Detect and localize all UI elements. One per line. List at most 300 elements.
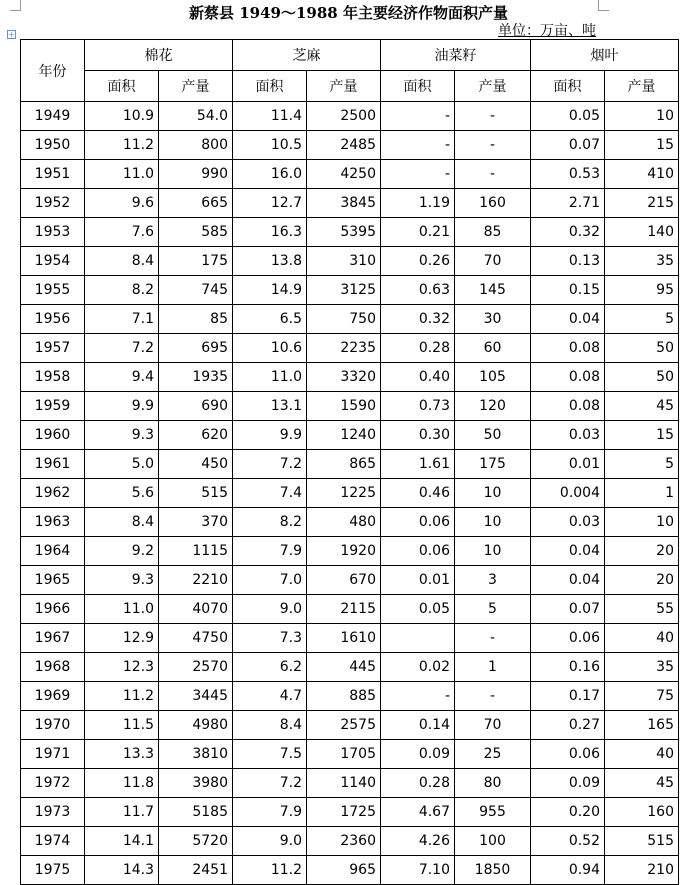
cell-tobacco-output (605, 653, 679, 682)
cell-cotton-output (159, 682, 233, 711)
cell-cotton-output (159, 450, 233, 479)
cell-tobacco-area (531, 769, 605, 798)
cell-value: 175 (479, 456, 506, 472)
cell-value: 15 (656, 427, 674, 443)
cell-value: 1920 (340, 543, 376, 559)
cell-sesame-area (233, 653, 307, 682)
cell-value: 370 (201, 514, 228, 530)
cell-cotton-area (85, 218, 159, 247)
cell-value: 10.9 (122, 108, 154, 124)
cell-value: 0.73 (418, 398, 450, 414)
cell-value: 1974 (34, 833, 71, 849)
cell-cotton-area (85, 334, 159, 363)
group-header-sesame: 芝麻 (233, 40, 381, 71)
sub-header-output: 产量 (159, 71, 233, 102)
cell-value: 7.9 (279, 543, 302, 559)
cell-value: 1850 (474, 862, 511, 878)
cell-value: 1951 (34, 166, 71, 182)
cell-rapeseed-area (381, 595, 455, 624)
cell-value: 750 (349, 311, 376, 327)
cell-value: 0.21 (418, 224, 450, 240)
cell-tobacco-area (531, 102, 605, 131)
cell-cotton-output (159, 334, 233, 363)
cell-sesame-area (233, 276, 307, 305)
cell-tobacco-output (605, 595, 679, 624)
cell-cotton-output (159, 102, 233, 131)
cell-rapeseed-output (455, 682, 531, 711)
cell-value: 35 (656, 253, 674, 269)
cell-rapeseed-area (381, 479, 455, 508)
cell-value: 12.7 (270, 195, 302, 211)
cell-tobacco-area (531, 160, 605, 189)
cell-value: 885 (349, 688, 376, 704)
cell-value: 695 (201, 340, 228, 356)
cell-value: 10 (483, 485, 502, 501)
cell-rapeseed-area (381, 508, 455, 537)
cell-rapeseed-output (455, 421, 531, 450)
cell-rapeseed-area (381, 450, 455, 479)
cell-sesame-output (307, 595, 381, 624)
cell-value: 2360 (340, 833, 376, 849)
cell-rapeseed-output (455, 363, 531, 392)
cell-value: 0.28 (418, 340, 450, 356)
sub-header-area: 面积 (531, 71, 605, 102)
cell-value: 0.63 (418, 282, 450, 298)
cell-tobacco-area (531, 856, 605, 885)
cell-sesame-area (233, 189, 307, 218)
cell-value: 95 (656, 282, 674, 298)
cell-tobacco-area (531, 363, 605, 392)
cell-value: 11.5 (122, 717, 154, 733)
table-row (21, 624, 679, 653)
cell-sesame-output (307, 682, 381, 711)
cell-sesame-output (307, 131, 381, 160)
cell-year (21, 160, 85, 189)
cell-value: 10 (483, 543, 502, 559)
cell-value: 54.0 (196, 108, 228, 124)
cell-value: 3810 (192, 746, 228, 762)
cell-value: 865 (349, 456, 376, 472)
cell-sesame-area (233, 218, 307, 247)
table-row (21, 827, 679, 856)
cell-value: 16.3 (270, 224, 302, 240)
cell-value: 50 (483, 427, 502, 443)
table-row (21, 305, 679, 334)
cell-sesame-output (307, 363, 381, 392)
cell-rapeseed-output (455, 276, 531, 305)
cell-cotton-output (159, 769, 233, 798)
cell-value: 1957 (34, 340, 71, 356)
cell-year (21, 131, 85, 160)
cell-rapeseed-output (455, 392, 531, 421)
cell-sesame-area (233, 798, 307, 827)
sub-header-output: 产量 (455, 71, 531, 102)
cell-rapeseed-area (381, 305, 455, 334)
cell-value: 20 (656, 543, 674, 559)
cell-tobacco-output (605, 131, 679, 160)
cell-cotton-area (85, 247, 159, 276)
cell-rapeseed-area (381, 769, 455, 798)
sub-header-output: 产量 (605, 71, 679, 102)
cell-sesame-output (307, 276, 381, 305)
group-header-rapeseed: 油菜籽 (381, 40, 531, 71)
cell-sesame-area (233, 595, 307, 624)
cell-value: 50 (656, 369, 674, 385)
cell-year (21, 276, 85, 305)
cell-tobacco-output (605, 537, 679, 566)
cell-value: 745 (201, 282, 228, 298)
cell-value: 1969 (34, 688, 71, 704)
cell-value: 0.01 (418, 572, 450, 588)
cell-cotton-area (85, 856, 159, 885)
cell-cotton-area (85, 624, 159, 653)
cell-cotton-area (85, 479, 159, 508)
cell-value: 1975 (34, 862, 71, 878)
cell-tobacco-area (531, 624, 605, 653)
cell-rapeseed-output (455, 189, 531, 218)
cell-value: 5.0 (131, 456, 154, 472)
cell-value: 0.53 (568, 166, 600, 182)
cell-sesame-output (307, 421, 381, 450)
cell-value: - (489, 688, 496, 704)
cell-value: 45 (656, 775, 674, 791)
group-header-tobacco: 烟叶 (531, 40, 679, 71)
cell-value: 7.5 (279, 746, 302, 762)
cell-year (21, 508, 85, 537)
cell-cotton-area (85, 798, 159, 827)
cell-sesame-output (307, 798, 381, 827)
cell-value: 3320 (340, 369, 376, 385)
cell-year (21, 363, 85, 392)
cell-year (21, 682, 85, 711)
cell-tobacco-output (605, 392, 679, 421)
cell-value: 1966 (34, 601, 71, 617)
cell-value: 5 (665, 311, 674, 327)
cell-rapeseed-area (381, 189, 455, 218)
cell-value: 4750 (192, 630, 228, 646)
cell-value: 0.05 (418, 601, 450, 617)
cell-sesame-output (307, 711, 381, 740)
cell-value: 965 (349, 862, 376, 878)
cell-value: 1.19 (418, 195, 450, 211)
cell-sesame-output (307, 566, 381, 595)
cell-tobacco-output (605, 450, 679, 479)
cell-tobacco-area (531, 537, 605, 566)
table-row (21, 363, 679, 392)
cell-sesame-area (233, 624, 307, 653)
cell-year (21, 798, 85, 827)
cell-value: 60 (483, 340, 502, 356)
document-title: 新蔡县 1949～1988 年主要经济作物面积产量 (189, 4, 508, 22)
cell-value: 1950 (34, 137, 71, 153)
cell-cotton-area (85, 131, 159, 160)
cell-cotton-output (159, 479, 233, 508)
cell-value: 0.06 (568, 746, 600, 762)
cell-value: 0.06 (418, 543, 450, 559)
cell-value: 85 (483, 224, 502, 240)
cell-value: 1963 (34, 514, 71, 530)
cell-value: - (489, 166, 496, 182)
cell-value: 215 (647, 195, 674, 211)
cell-value: 2451 (192, 862, 228, 878)
unit-label: 单位：万亩、吨 (498, 23, 596, 39)
cell-rapeseed-output (455, 160, 531, 189)
cell-value: 4.7 (279, 688, 302, 704)
cell-year (21, 218, 85, 247)
cell-value: 690 (201, 398, 228, 414)
cell-value: 0.15 (568, 282, 600, 298)
cell-tobacco-output (605, 218, 679, 247)
cell-year (21, 595, 85, 624)
table-row (21, 334, 679, 363)
cell-value: 1972 (34, 775, 71, 791)
cell-value: 14.9 (270, 282, 302, 298)
cell-value: 5185 (192, 804, 228, 820)
cell-value: 1949 (34, 108, 71, 124)
cell-sesame-output (307, 160, 381, 189)
cell-value: 2210 (192, 572, 228, 588)
cell-cotton-area (85, 682, 159, 711)
sub-header-area: 面积 (85, 71, 159, 102)
cell-value: 480 (349, 514, 376, 530)
cell-value: 0.07 (568, 137, 600, 153)
cell-rapeseed-area (381, 421, 455, 450)
cell-value: 9.9 (279, 427, 302, 443)
cell-value: 160 (479, 195, 506, 211)
cell-rapeseed-output (455, 769, 531, 798)
cell-value: 1590 (340, 398, 376, 414)
table-row (21, 247, 679, 276)
cell-value: 13.8 (270, 253, 302, 269)
cell-year (21, 856, 85, 885)
cell-tobacco-area (531, 740, 605, 769)
cell-value: 0.08 (568, 340, 600, 356)
cell-sesame-output (307, 653, 381, 682)
cell-year (21, 102, 85, 131)
cell-rapeseed-output (455, 450, 531, 479)
cell-value: 0.28 (418, 775, 450, 791)
cell-value: 8.4 (131, 514, 154, 530)
cell-value: 0.52 (568, 833, 600, 849)
cell-cotton-output (159, 218, 233, 247)
cell-cotton-output (159, 856, 233, 885)
cell-value: 0.004 (559, 485, 600, 501)
cell-tobacco-area (531, 653, 605, 682)
cell-sesame-area (233, 421, 307, 450)
cell-cotton-output (159, 131, 233, 160)
cell-value: 9.0 (279, 833, 302, 849)
cell-tobacco-output (605, 160, 679, 189)
cell-value: - (444, 108, 450, 124)
cell-value: 40 (656, 630, 674, 646)
table-row (21, 392, 679, 421)
cell-sesame-output (307, 102, 381, 131)
cell-cotton-area (85, 305, 159, 334)
cell-year (21, 189, 85, 218)
cell-value: 0.26 (418, 253, 450, 269)
cell-sesame-area (233, 102, 307, 131)
cell-tobacco-output (605, 566, 679, 595)
cell-value: 1.61 (418, 456, 450, 472)
cell-value: 8.4 (279, 717, 302, 733)
cell-rapeseed-output (455, 334, 531, 363)
cell-rapeseed-output (455, 827, 531, 856)
cell-sesame-area (233, 450, 307, 479)
cell-cotton-output (159, 624, 233, 653)
table-row (21, 769, 679, 798)
cell-cotton-output (159, 392, 233, 421)
cell-value: 1 (665, 485, 674, 501)
table-move-handle-icon[interactable]: + (8, 30, 15, 39)
cell-tobacco-output (605, 508, 679, 537)
cell-rapeseed-output (455, 305, 531, 334)
table-row (21, 479, 679, 508)
cell-sesame-area (233, 305, 307, 334)
header-row-subs (21, 71, 679, 102)
crop-table (20, 39, 679, 885)
cell-value: 9.0 (279, 601, 302, 617)
cell-cotton-area (85, 189, 159, 218)
cell-value: 85 (210, 311, 228, 327)
cell-rapeseed-output (455, 566, 531, 595)
cell-value: 1970 (34, 717, 71, 733)
cell-value: 30 (483, 311, 502, 327)
cell-value: 2500 (340, 108, 376, 124)
cell-value: 9.9 (131, 398, 154, 414)
cell-value: 0.32 (418, 311, 450, 327)
table-row (21, 711, 679, 740)
cell-value: 515 (647, 833, 674, 849)
cell-value: 5.6 (131, 485, 154, 501)
cell-year (21, 566, 85, 595)
cell-tobacco-output (605, 769, 679, 798)
cell-cotton-area (85, 276, 159, 305)
table-row (21, 537, 679, 566)
table-row (21, 276, 679, 305)
cell-value: 50 (656, 340, 674, 356)
cell-value: - (489, 108, 496, 124)
cell-tobacco-area (531, 798, 605, 827)
cell-value: 2115 (340, 601, 376, 617)
cell-cotton-area (85, 653, 159, 682)
cell-tobacco-output (605, 305, 679, 334)
cell-value: 70 (483, 717, 502, 733)
cell-value: 0.01 (568, 456, 600, 472)
cell-rapeseed-output (455, 740, 531, 769)
cell-value: 800 (201, 137, 228, 153)
cell-value: 0.20 (568, 804, 600, 820)
cell-value: 1956 (34, 311, 71, 327)
cell-value: 7.2 (279, 775, 302, 791)
table-row (21, 450, 679, 479)
cell-value: 3 (488, 572, 497, 588)
cell-sesame-area (233, 363, 307, 392)
cell-value: 5 (488, 601, 497, 617)
cell-value: 7.2 (279, 456, 302, 472)
cell-value: 450 (201, 456, 228, 472)
cell-tobacco-output (605, 682, 679, 711)
cell-value: 100 (479, 833, 506, 849)
cell-sesame-area (233, 479, 307, 508)
cell-value: 5 (665, 456, 674, 472)
sub-header-area: 面积 (381, 71, 455, 102)
table-row (21, 508, 679, 537)
table-row (21, 653, 679, 682)
cell-value: 310 (349, 253, 376, 269)
cell-cotton-output (159, 537, 233, 566)
cell-value: 25 (483, 746, 502, 762)
cell-sesame-output (307, 218, 381, 247)
cell-cotton-output (159, 711, 233, 740)
cell-cotton-area (85, 740, 159, 769)
sub-header-output: 产量 (307, 71, 381, 102)
cell-rapeseed-area (381, 798, 455, 827)
cell-rapeseed-area (381, 218, 455, 247)
cell-sesame-area (233, 334, 307, 363)
cell-value: 585 (201, 224, 228, 240)
cell-rapeseed-area (381, 624, 455, 653)
cell-value: 4.26 (418, 833, 450, 849)
cell-rapeseed-output (455, 856, 531, 885)
cell-tobacco-area (531, 276, 605, 305)
cell-value: 3845 (340, 195, 376, 211)
cell-value: 1955 (34, 282, 71, 298)
cell-sesame-area (233, 131, 307, 160)
cell-value: 75 (656, 688, 674, 704)
cell-value: 1971 (34, 746, 71, 762)
cell-cotton-output (159, 363, 233, 392)
cell-value: 1958 (34, 369, 71, 385)
cell-rapeseed-area (381, 537, 455, 566)
cell-sesame-output (307, 740, 381, 769)
cell-cotton-output (159, 508, 233, 537)
cell-value: 0.40 (418, 369, 450, 385)
cell-value: 9.6 (131, 195, 154, 211)
cell-value: 1954 (34, 253, 71, 269)
cell-sesame-output (307, 392, 381, 421)
cell-cotton-output (159, 653, 233, 682)
cell-value: - (444, 137, 450, 153)
cell-value: 0.94 (568, 862, 600, 878)
cell-tobacco-area (531, 247, 605, 276)
cell-rapeseed-area (381, 740, 455, 769)
header-row-groups (21, 40, 679, 71)
cell-value: 175 (201, 253, 228, 269)
cell-value: 1959 (34, 398, 71, 414)
cell-value: 0.32 (568, 224, 600, 240)
cell-value: 11.7 (122, 804, 154, 820)
cell-value: 7.10 (418, 862, 450, 878)
table-row (21, 798, 679, 827)
table-row (21, 218, 679, 247)
cell-value: 120 (479, 398, 506, 414)
cell-tobacco-area (531, 508, 605, 537)
cell-tobacco-area (531, 392, 605, 421)
cell-sesame-area (233, 537, 307, 566)
cell-cotton-area (85, 102, 159, 131)
cell-value: 20 (656, 572, 674, 588)
table-row (21, 566, 679, 595)
cell-value: 0.04 (568, 543, 600, 559)
cell-tobacco-output (605, 798, 679, 827)
cell-value: 445 (349, 659, 376, 675)
cell-value: 410 (647, 166, 674, 182)
cell-value: 0.09 (568, 775, 600, 791)
cell-sesame-area (233, 827, 307, 856)
cell-tobacco-area (531, 189, 605, 218)
cell-rapeseed-output (455, 537, 531, 566)
cell-rapeseed-output (455, 595, 531, 624)
